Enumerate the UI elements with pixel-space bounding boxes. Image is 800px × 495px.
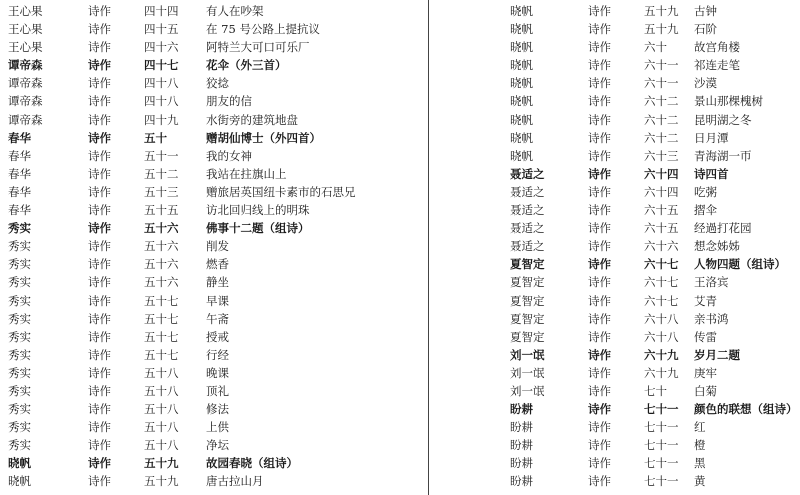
author-name: 晓帆 bbox=[510, 22, 533, 37]
index-row bbox=[8, 255, 408, 273]
genre-label: 诗作 bbox=[88, 456, 111, 471]
author-name: 刘一氓 bbox=[510, 365, 545, 380]
page-number: 六十四 bbox=[644, 166, 679, 181]
author-name: 聂适之 bbox=[510, 184, 545, 199]
work-title: 黄 bbox=[694, 474, 706, 489]
index-row bbox=[8, 436, 408, 454]
work-title: 摺伞 bbox=[694, 203, 717, 218]
page-number: 五十八 bbox=[144, 420, 179, 435]
work-title: 王洛宾 bbox=[694, 275, 729, 290]
work-title: 黑 bbox=[694, 456, 706, 471]
index-row bbox=[8, 2, 408, 20]
index-row bbox=[510, 56, 800, 74]
genre-label: 诗作 bbox=[588, 4, 611, 18]
index-row bbox=[8, 273, 408, 291]
work-title: 访北回归线上的明珠 bbox=[206, 203, 310, 218]
author-name: 秀实 bbox=[8, 293, 31, 308]
work-title: 景山那棵槐树 bbox=[694, 94, 763, 109]
genre-label: 诗作 bbox=[588, 311, 611, 326]
index-row bbox=[8, 111, 408, 129]
author-name: 秀实 bbox=[8, 275, 31, 290]
index-row bbox=[8, 292, 408, 310]
page-number: 六十四 bbox=[644, 184, 679, 199]
genre-label: 诗作 bbox=[588, 257, 611, 272]
author-name: 王心果 bbox=[8, 4, 43, 18]
genre-label: 诗作 bbox=[88, 112, 111, 127]
work-title: 岁月二题 bbox=[694, 347, 740, 362]
index-row bbox=[8, 165, 408, 183]
page-number: 六十一 bbox=[644, 58, 679, 73]
index-row bbox=[510, 310, 800, 328]
page-number: 四十六 bbox=[144, 40, 179, 55]
author-name: 晓帆 bbox=[510, 76, 533, 91]
work-title: 石阶 bbox=[694, 22, 717, 37]
author-name: 秀实 bbox=[8, 239, 31, 254]
author-name: 春华 bbox=[8, 130, 31, 145]
genre-label: 诗作 bbox=[588, 184, 611, 199]
genre-label: 诗作 bbox=[88, 293, 111, 308]
work-title: 想念姊姊 bbox=[694, 239, 740, 254]
index-row bbox=[510, 74, 800, 92]
author-name: 秀实 bbox=[8, 311, 31, 326]
author-name: 夏智定 bbox=[510, 257, 545, 272]
index-heading-row bbox=[510, 165, 800, 183]
index-row bbox=[8, 183, 408, 201]
author-name: 刘一氓 bbox=[510, 347, 545, 362]
work-title: 人物四题（组诗） bbox=[694, 257, 786, 272]
index-row bbox=[510, 92, 800, 110]
work-title: 晚课 bbox=[206, 365, 229, 380]
page-number: 六十二 bbox=[644, 130, 679, 145]
work-title: 橙 bbox=[694, 438, 706, 453]
work-title: 沙漠 bbox=[694, 76, 717, 91]
index-row bbox=[510, 2, 800, 20]
work-title: 传雷 bbox=[694, 329, 717, 344]
genre-label: 诗作 bbox=[588, 58, 611, 73]
author-name: 秀实 bbox=[8, 438, 31, 453]
work-title: 赠胡仙博士（外四首） bbox=[206, 130, 321, 145]
work-title: 在 75 号公路上提抗议 bbox=[206, 22, 320, 37]
page-number: 六十三 bbox=[644, 148, 679, 163]
work-title: 诗四首 bbox=[694, 166, 729, 181]
genre-label: 诗作 bbox=[588, 94, 611, 109]
page-number: 六十七 bbox=[644, 257, 679, 272]
work-title: 花伞（外三首） bbox=[206, 58, 287, 73]
page-number: 五十九 bbox=[644, 4, 679, 18]
work-title: 经過打花园 bbox=[694, 221, 752, 236]
index-heading-row bbox=[510, 346, 800, 364]
author-name: 聂适之 bbox=[510, 239, 545, 254]
page-number: 五十六 bbox=[144, 239, 179, 254]
index-row bbox=[510, 201, 800, 219]
author-name: 谭帝森 bbox=[8, 58, 43, 73]
author-name: 夏智定 bbox=[510, 275, 545, 290]
genre-label: 诗作 bbox=[588, 438, 611, 453]
index-row bbox=[8, 237, 408, 255]
work-title: 红 bbox=[694, 420, 706, 435]
page-number: 五十三 bbox=[144, 184, 179, 199]
author-name: 秀实 bbox=[8, 221, 31, 236]
author-name: 春华 bbox=[8, 203, 31, 218]
page-number: 六十八 bbox=[644, 311, 679, 326]
page-number: 六十 bbox=[644, 40, 667, 55]
work-title: 昆明湖之冬 bbox=[694, 112, 752, 127]
work-title: 故园春晓（组诗） bbox=[206, 456, 298, 471]
index-row bbox=[8, 92, 408, 110]
genre-label: 诗作 bbox=[588, 239, 611, 254]
genre-label: 诗作 bbox=[88, 58, 111, 73]
page-number: 五十六 bbox=[144, 221, 179, 236]
work-title: 授戒 bbox=[206, 329, 229, 344]
page-number: 七十一 bbox=[644, 402, 679, 417]
work-title: 青海湖一帀 bbox=[694, 148, 752, 163]
page-number: 五十九 bbox=[644, 22, 679, 37]
author-name: 晓帆 bbox=[8, 474, 31, 489]
author-name: 晓帆 bbox=[510, 58, 533, 73]
genre-label: 诗作 bbox=[88, 402, 111, 417]
page-number: 六十九 bbox=[644, 365, 679, 380]
page-number: 六十七 bbox=[644, 293, 679, 308]
genre-label: 诗作 bbox=[588, 329, 611, 344]
page-number: 五十六 bbox=[144, 275, 179, 290]
index-row bbox=[510, 219, 800, 237]
page-number: 五十六 bbox=[144, 257, 179, 272]
page-number: 七十 bbox=[644, 383, 667, 398]
work-title: 静坐 bbox=[206, 275, 229, 290]
index-row bbox=[8, 364, 408, 382]
index-heading-row bbox=[8, 56, 408, 74]
index-heading-row bbox=[8, 454, 408, 472]
page-number: 六十七 bbox=[644, 275, 679, 290]
right-column bbox=[510, 2, 800, 491]
genre-label: 诗作 bbox=[588, 22, 611, 37]
genre-label: 诗作 bbox=[588, 40, 611, 55]
genre-label: 诗作 bbox=[588, 148, 611, 163]
author-name: 晓帆 bbox=[510, 40, 533, 55]
author-name: 聂适之 bbox=[510, 203, 545, 218]
work-title: 日月潭 bbox=[694, 130, 729, 145]
genre-label: 诗作 bbox=[588, 221, 611, 236]
work-title: 唐古拉山月 bbox=[206, 474, 264, 489]
page-number: 五十一 bbox=[144, 148, 179, 163]
page-number: 六十二 bbox=[644, 112, 679, 127]
genre-label: 诗作 bbox=[588, 275, 611, 290]
work-title: 上供 bbox=[206, 420, 229, 435]
index-row bbox=[510, 382, 800, 400]
author-name: 盼耕 bbox=[510, 438, 533, 453]
author-name: 王心果 bbox=[8, 22, 43, 37]
work-title: 有人在吵架 bbox=[206, 4, 264, 18]
work-title: 吃粥 bbox=[694, 184, 717, 199]
genre-label: 诗作 bbox=[88, 275, 111, 290]
author-name: 盼耕 bbox=[510, 402, 533, 417]
work-title: 阿特兰大可口可乐厂 bbox=[206, 40, 310, 55]
genre-label: 诗作 bbox=[88, 76, 111, 91]
author-name: 刘一氓 bbox=[510, 383, 545, 398]
author-name: 谭帝森 bbox=[8, 112, 43, 127]
author-name: 秀实 bbox=[8, 383, 31, 398]
page-number: 五十八 bbox=[144, 438, 179, 453]
genre-label: 诗作 bbox=[88, 365, 111, 380]
author-name: 秀实 bbox=[8, 329, 31, 344]
index-heading-row bbox=[510, 255, 800, 273]
genre-label: 诗作 bbox=[588, 347, 611, 362]
page-number: 六十一 bbox=[644, 76, 679, 91]
page-number: 五十二 bbox=[144, 166, 179, 181]
work-title: 颜色的联想（组诗） bbox=[694, 402, 798, 417]
author-name: 盼耕 bbox=[510, 456, 533, 471]
index-row bbox=[8, 328, 408, 346]
page-number: 五十九 bbox=[144, 474, 179, 489]
page-number: 七十一 bbox=[644, 438, 679, 453]
index-row bbox=[510, 418, 800, 436]
page-number: 五十八 bbox=[144, 383, 179, 398]
page-number: 四十八 bbox=[144, 76, 179, 91]
index-row bbox=[8, 74, 408, 92]
page-number: 四十八 bbox=[144, 94, 179, 109]
work-title: 赠旅居英国纽卡素市的石思兄 bbox=[206, 184, 356, 199]
genre-label: 诗作 bbox=[588, 474, 611, 489]
page-number: 六十二 bbox=[644, 94, 679, 109]
author-name: 晓帆 bbox=[510, 112, 533, 127]
page-number: 四十四 bbox=[144, 4, 179, 18]
index-row bbox=[8, 38, 408, 56]
author-name: 春华 bbox=[8, 184, 31, 199]
genre-label: 诗作 bbox=[88, 221, 111, 236]
author-name: 夏智定 bbox=[510, 311, 545, 326]
author-name: 盼耕 bbox=[510, 420, 533, 435]
genre-label: 诗作 bbox=[588, 402, 611, 417]
work-title: 狡捻 bbox=[206, 76, 229, 91]
genre-label: 诗作 bbox=[588, 293, 611, 308]
work-title: 我的女神 bbox=[206, 148, 252, 163]
author-name: 晓帆 bbox=[510, 130, 533, 145]
genre-label: 诗作 bbox=[88, 148, 111, 163]
genre-label: 诗作 bbox=[88, 420, 111, 435]
page-number: 七十一 bbox=[644, 420, 679, 435]
author-name: 春华 bbox=[8, 166, 31, 181]
page-number: 七十一 bbox=[644, 474, 679, 489]
page-number: 六十九 bbox=[644, 347, 679, 362]
index-row bbox=[510, 129, 800, 147]
genre-label: 诗作 bbox=[588, 365, 611, 380]
genre-label: 诗作 bbox=[588, 420, 611, 435]
work-title: 顶礼 bbox=[206, 383, 229, 398]
index-row bbox=[8, 472, 408, 490]
genre-label: 诗作 bbox=[88, 311, 111, 326]
genre-label: 诗作 bbox=[88, 257, 111, 272]
index-row bbox=[8, 400, 408, 418]
page-number: 五十七 bbox=[144, 347, 179, 362]
genre-label: 诗作 bbox=[88, 184, 111, 199]
work-title: 修法 bbox=[206, 402, 229, 417]
page-number: 六十八 bbox=[644, 329, 679, 344]
genre-label: 诗作 bbox=[88, 166, 111, 181]
index-row bbox=[8, 20, 408, 38]
author-name: 春华 bbox=[8, 148, 31, 163]
work-title: 净坛 bbox=[206, 438, 229, 453]
page-number: 四十七 bbox=[144, 58, 179, 73]
index-row bbox=[510, 183, 800, 201]
page-number: 五十五 bbox=[144, 203, 179, 218]
work-title: 佛事十二题（组诗） bbox=[206, 221, 310, 236]
left-column bbox=[8, 2, 408, 491]
author-name: 秀实 bbox=[8, 420, 31, 435]
index-row bbox=[8, 201, 408, 219]
page-number: 五十八 bbox=[144, 365, 179, 380]
genre-label: 诗作 bbox=[88, 239, 111, 254]
genre-label: 诗作 bbox=[88, 383, 111, 398]
index-row bbox=[510, 364, 800, 382]
page-number: 五十七 bbox=[144, 329, 179, 344]
work-title: 庚牢 bbox=[694, 365, 717, 380]
page-number: 六十五 bbox=[644, 203, 679, 218]
author-name: 夏智定 bbox=[510, 293, 545, 308]
page-number: 五十七 bbox=[144, 293, 179, 308]
index-row bbox=[510, 454, 800, 472]
genre-label: 诗作 bbox=[588, 76, 611, 91]
author-name: 盼耕 bbox=[510, 474, 533, 489]
genre-label: 诗作 bbox=[88, 203, 111, 218]
author-name: 谭帝森 bbox=[8, 76, 43, 91]
index-row bbox=[510, 273, 800, 291]
index-heading-row bbox=[8, 129, 408, 147]
author-name: 秀实 bbox=[8, 365, 31, 380]
index-row bbox=[510, 436, 800, 454]
author-name: 王心果 bbox=[8, 40, 43, 55]
work-title: 古钟 bbox=[694, 4, 717, 18]
work-title: 午斋 bbox=[206, 311, 229, 326]
page-number: 五十七 bbox=[144, 311, 179, 326]
index-row bbox=[510, 147, 800, 165]
author-name: 晓帆 bbox=[510, 148, 533, 163]
index-row bbox=[8, 147, 408, 165]
work-title: 亲书鸿 bbox=[694, 311, 729, 326]
index-row bbox=[8, 346, 408, 364]
page-number: 四十五 bbox=[144, 22, 179, 37]
work-title: 白菊 bbox=[694, 383, 717, 398]
genre-label: 诗作 bbox=[588, 130, 611, 145]
index-row bbox=[510, 237, 800, 255]
index-row bbox=[510, 38, 800, 56]
author-name: 秀实 bbox=[8, 257, 31, 272]
work-title: 行经 bbox=[206, 347, 229, 362]
genre-label: 诗作 bbox=[588, 456, 611, 471]
index-row bbox=[510, 472, 800, 490]
work-title: 燃香 bbox=[206, 257, 229, 272]
genre-label: 诗作 bbox=[88, 474, 111, 489]
work-title: 故宫角楼 bbox=[694, 40, 740, 55]
index-heading-row bbox=[510, 400, 800, 418]
author-name: 秀实 bbox=[8, 402, 31, 417]
author-name: 晓帆 bbox=[510, 4, 533, 18]
author-name: 聂适之 bbox=[510, 221, 545, 236]
author-name: 谭帝森 bbox=[8, 94, 43, 109]
page-number: 五十九 bbox=[144, 456, 179, 471]
page-number: 六十五 bbox=[644, 221, 679, 236]
work-title: 我站在拄旗山上 bbox=[206, 166, 287, 181]
work-title: 朋友的信 bbox=[206, 94, 252, 109]
genre-label: 诗作 bbox=[88, 438, 111, 453]
genre-label: 诗作 bbox=[88, 94, 111, 109]
index-row bbox=[8, 310, 408, 328]
index-row bbox=[510, 20, 800, 38]
work-title: 艾青 bbox=[694, 293, 717, 308]
genre-label: 诗作 bbox=[88, 22, 111, 37]
genre-label: 诗作 bbox=[588, 166, 611, 181]
author-name: 秀实 bbox=[8, 347, 31, 362]
work-title: 削发 bbox=[206, 239, 229, 254]
page-number: 六十六 bbox=[644, 239, 679, 254]
work-title: 早课 bbox=[206, 293, 229, 308]
index-row bbox=[8, 418, 408, 436]
author-name: 晓帆 bbox=[510, 94, 533, 109]
index-row bbox=[8, 382, 408, 400]
page-number: 七十一 bbox=[644, 456, 679, 471]
genre-label: 诗作 bbox=[88, 130, 111, 145]
column-divider bbox=[428, 0, 429, 495]
genre-label: 诗作 bbox=[588, 383, 611, 398]
page-number: 五十 bbox=[144, 130, 167, 145]
work-title: 水街旁的建筑地盘 bbox=[206, 112, 298, 127]
genre-label: 诗作 bbox=[88, 4, 111, 18]
genre-label: 诗作 bbox=[88, 329, 111, 344]
index-row bbox=[510, 328, 800, 346]
author-name: 聂适之 bbox=[510, 166, 545, 181]
index-heading-row bbox=[8, 219, 408, 237]
work-title: 祁连走笔 bbox=[694, 58, 740, 73]
index-row bbox=[510, 292, 800, 310]
page-number: 四十九 bbox=[144, 112, 179, 127]
index-row bbox=[510, 111, 800, 129]
genre-label: 诗作 bbox=[88, 40, 111, 55]
genre-label: 诗作 bbox=[588, 112, 611, 127]
author-name: 晓帆 bbox=[8, 456, 31, 471]
page-number: 五十八 bbox=[144, 402, 179, 417]
genre-label: 诗作 bbox=[88, 347, 111, 362]
author-name: 夏智定 bbox=[510, 329, 545, 344]
genre-label: 诗作 bbox=[588, 203, 611, 218]
